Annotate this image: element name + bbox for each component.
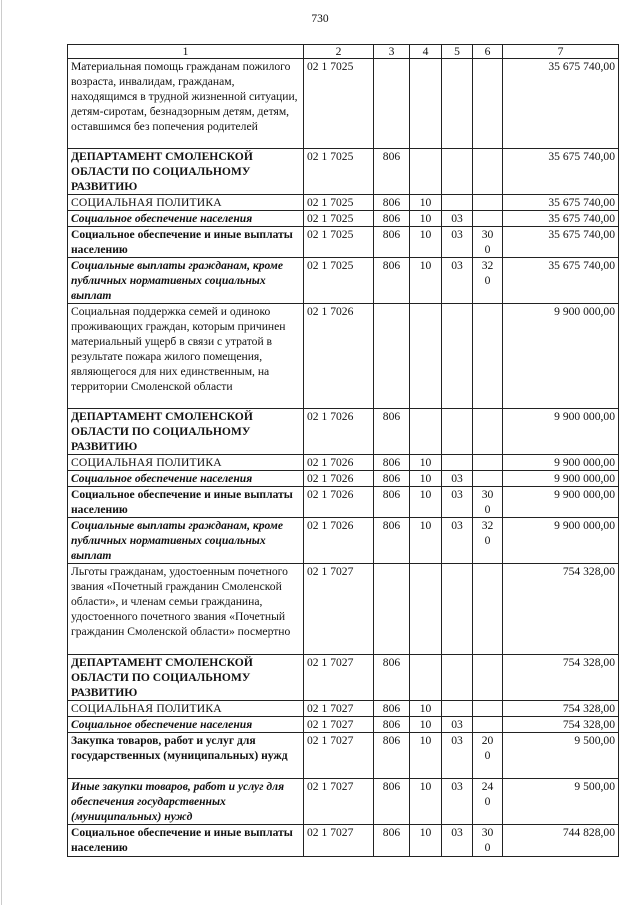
row-expense-type-cell: 32 0 bbox=[473, 258, 503, 304]
row-dept-cell: 806 bbox=[374, 195, 410, 211]
row-dept-cell bbox=[374, 564, 410, 655]
row-name-cell: Льготы гражданам, удостоенным почетного звания «Почетный гражданин Смоленской области», и членам семьи гражданина, удостоенного почетного звания «Почетный гражданин Смоленской области» посмертно bbox=[68, 564, 304, 655]
table-row bbox=[68, 564, 619, 655]
table-body bbox=[68, 59, 619, 857]
row-name-cell: Социальные выплаты гражданам, кроме публичных нормативных социальных выплат bbox=[68, 258, 304, 304]
row-subsection-cell bbox=[442, 304, 473, 409]
row-name-cell: Иные закупки товаров, работ и услуг для обеспечения государственных (муниципальных) нужд bbox=[68, 779, 304, 825]
header-col-6: 6 bbox=[473, 45, 503, 59]
table-row bbox=[68, 487, 619, 518]
row-subsection-cell bbox=[442, 655, 473, 701]
row-subsection-cell bbox=[442, 701, 473, 717]
row-section-cell: 10 bbox=[410, 258, 442, 304]
row-expense-type-cell bbox=[473, 655, 503, 701]
row-dept-cell: 806 bbox=[374, 211, 410, 227]
row-name-cell: Социальное обеспечение населения bbox=[68, 471, 304, 487]
row-amount-cell: 35 675 740,00 bbox=[503, 211, 619, 227]
row-expense-type-cell bbox=[473, 195, 503, 211]
row-section-cell: 10 bbox=[410, 733, 442, 779]
table-row bbox=[68, 733, 619, 779]
row-section-cell: 10 bbox=[410, 717, 442, 733]
row-subsection-cell: 03 bbox=[442, 518, 473, 564]
row-subsection-cell bbox=[442, 149, 473, 195]
row-amount-cell: 754 328,00 bbox=[503, 564, 619, 655]
row-name-cell: Социальное обеспечение населения bbox=[68, 211, 304, 227]
row-dept-cell: 806 bbox=[374, 717, 410, 733]
page-number: 730 bbox=[311, 13, 329, 25]
row-amount-cell: 35 675 740,00 bbox=[503, 59, 619, 149]
row-section-cell: 10 bbox=[410, 195, 442, 211]
row-name-cell: СОЦИАЛЬНАЯ ПОЛИТИКА bbox=[68, 195, 304, 211]
row-subsection-cell bbox=[442, 195, 473, 211]
row-amount-cell: 9 500,00 bbox=[503, 779, 619, 825]
row-expense-type-cell bbox=[473, 717, 503, 733]
row-amount-cell: 9 500,00 bbox=[503, 733, 619, 779]
row-name-cell: Социальные выплаты гражданам, кроме публичных нормативных социальных выплат bbox=[68, 518, 304, 564]
row-expense-type-cell bbox=[473, 564, 503, 655]
row-amount-cell: 9 900 000,00 bbox=[503, 304, 619, 409]
row-code-cell: 02 1 7026 bbox=[304, 455, 374, 471]
row-name-cell: Социальное обеспечение населения bbox=[68, 717, 304, 733]
row-name-cell: Закупка товаров, работ и услуг для государственных (муниципальных) нужд bbox=[68, 733, 304, 779]
row-subsection-cell: 03 bbox=[442, 825, 473, 857]
row-name-cell: ДЕПАРТАМЕНТ СМОЛЕНСКОЙ ОБЛАСТИ ПО СОЦИАЛЬНОМУ РАЗВИТИЮ bbox=[68, 149, 304, 195]
header-col-1: 1 bbox=[68, 45, 304, 59]
header-col-2: 2 bbox=[304, 45, 374, 59]
table-row bbox=[68, 227, 619, 258]
row-code-cell: 02 1 7027 bbox=[304, 733, 374, 779]
row-amount-cell: 9 900 000,00 bbox=[503, 409, 619, 455]
row-dept-cell bbox=[374, 59, 410, 149]
row-expense-type-cell bbox=[473, 409, 503, 455]
table-row bbox=[68, 409, 619, 455]
row-section-cell: 10 bbox=[410, 487, 442, 518]
row-expense-type-cell bbox=[473, 211, 503, 227]
row-code-cell: 02 1 7025 bbox=[304, 211, 374, 227]
table-row bbox=[68, 717, 619, 733]
header-col-4: 4 bbox=[410, 45, 442, 59]
header-row bbox=[68, 45, 619, 59]
row-amount-cell: 9 900 000,00 bbox=[503, 487, 619, 518]
header-col-5: 5 bbox=[442, 45, 473, 59]
row-subsection-cell bbox=[442, 409, 473, 455]
row-name-cell: СОЦИАЛЬНАЯ ПОЛИТИКА bbox=[68, 701, 304, 717]
table-row bbox=[68, 59, 619, 149]
row-amount-cell: 35 675 740,00 bbox=[503, 195, 619, 211]
row-code-cell: 02 1 7027 bbox=[304, 564, 374, 655]
row-name-cell: Социальное обеспечение и иные выплаты населению bbox=[68, 227, 304, 258]
row-section-cell: 10 bbox=[410, 518, 442, 564]
row-amount-cell: 35 675 740,00 bbox=[503, 149, 619, 195]
row-dept-cell: 806 bbox=[374, 518, 410, 564]
row-dept-cell: 806 bbox=[374, 825, 410, 857]
row-amount-cell: 744 828,00 bbox=[503, 825, 619, 857]
table-row bbox=[68, 258, 619, 304]
row-subsection-cell: 03 bbox=[442, 717, 473, 733]
row-amount-cell: 9 900 000,00 bbox=[503, 455, 619, 471]
row-expense-type-cell: 20 0 bbox=[473, 733, 503, 779]
row-code-cell: 02 1 7026 bbox=[304, 487, 374, 518]
row-amount-cell: 754 328,00 bbox=[503, 717, 619, 733]
row-code-cell: 02 1 7027 bbox=[304, 701, 374, 717]
row-section-cell: 10 bbox=[410, 779, 442, 825]
row-amount-cell: 754 328,00 bbox=[503, 655, 619, 701]
table-row bbox=[68, 149, 619, 195]
row-name-cell: ДЕПАРТАМЕНТ СМОЛЕНСКОЙ ОБЛАСТИ ПО СОЦИАЛЬНОМУ РАЗВИТИЮ bbox=[68, 655, 304, 701]
scan-edge-line bbox=[1, 0, 2, 905]
row-dept-cell bbox=[374, 304, 410, 409]
budget-table bbox=[67, 44, 619, 857]
table-row bbox=[68, 779, 619, 825]
row-name-cell: ДЕПАРТАМЕНТ СМОЛЕНСКОЙ ОБЛАСТИ ПО СОЦИАЛЬНОМУ РАЗВИТИЮ bbox=[68, 409, 304, 455]
row-name-cell: СОЦИАЛЬНАЯ ПОЛИТИКА bbox=[68, 455, 304, 471]
row-amount-cell: 35 675 740,00 bbox=[503, 227, 619, 258]
row-dept-cell: 806 bbox=[374, 258, 410, 304]
row-expense-type-cell bbox=[473, 701, 503, 717]
row-section-cell bbox=[410, 409, 442, 455]
row-code-cell: 02 1 7025 bbox=[304, 149, 374, 195]
table-row bbox=[68, 195, 619, 211]
row-section-cell: 10 bbox=[410, 227, 442, 258]
row-subsection-cell: 03 bbox=[442, 471, 473, 487]
row-subsection-cell: 03 bbox=[442, 779, 473, 825]
row-name-cell: Социальная поддержка семей и одиноко проживающих граждан, которым причинен материальный ущерб в связи с утратой в результате пожара жилого помещения, являющегося для них единственным, на территории Смоленской области bbox=[68, 304, 304, 409]
row-section-cell: 10 bbox=[410, 455, 442, 471]
row-expense-type-cell: 24 0 bbox=[473, 779, 503, 825]
row-dept-cell: 806 bbox=[374, 471, 410, 487]
table-row bbox=[68, 304, 619, 409]
row-code-cell: 02 1 7027 bbox=[304, 779, 374, 825]
row-expense-type-cell bbox=[473, 304, 503, 409]
row-code-cell: 02 1 7026 bbox=[304, 471, 374, 487]
row-name-cell: Социальное обеспечение и иные выплаты населению bbox=[68, 825, 304, 857]
row-amount-cell: 35 675 740,00 bbox=[503, 258, 619, 304]
row-subsection-cell: 03 bbox=[442, 227, 473, 258]
row-section-cell bbox=[410, 149, 442, 195]
row-code-cell: 02 1 7025 bbox=[304, 227, 374, 258]
row-expense-type-cell bbox=[473, 59, 503, 149]
row-dept-cell: 806 bbox=[374, 149, 410, 195]
row-code-cell: 02 1 7025 bbox=[304, 195, 374, 211]
row-expense-type-cell bbox=[473, 471, 503, 487]
row-dept-cell: 806 bbox=[374, 779, 410, 825]
row-name-cell: Материальная помощь гражданам пожилого возраста, инвалидам, гражданам, находящимся в трудной жизненной ситуации, детям-сиротам, безнадзорным детям, детям, оставшимся без попечения родителей bbox=[68, 59, 304, 149]
row-code-cell: 02 1 7025 bbox=[304, 59, 374, 149]
table-row bbox=[68, 518, 619, 564]
row-code-cell: 02 1 7027 bbox=[304, 655, 374, 701]
row-section-cell bbox=[410, 59, 442, 149]
row-subsection-cell: 03 bbox=[442, 258, 473, 304]
row-name-cell: Социальное обеспечение и иные выплаты населению bbox=[68, 487, 304, 518]
row-dept-cell: 806 bbox=[374, 487, 410, 518]
table-row bbox=[68, 825, 619, 857]
row-expense-type-cell: 30 0 bbox=[473, 227, 503, 258]
row-dept-cell: 806 bbox=[374, 455, 410, 471]
row-dept-cell: 806 bbox=[374, 409, 410, 455]
table-row bbox=[68, 455, 619, 471]
row-expense-type-cell: 30 0 bbox=[473, 487, 503, 518]
row-code-cell: 02 1 7027 bbox=[304, 717, 374, 733]
row-section-cell: 10 bbox=[410, 825, 442, 857]
row-code-cell: 02 1 7025 bbox=[304, 258, 374, 304]
row-section-cell bbox=[410, 655, 442, 701]
row-amount-cell: 9 900 000,00 bbox=[503, 518, 619, 564]
row-subsection-cell: 03 bbox=[442, 487, 473, 518]
row-dept-cell: 806 bbox=[374, 733, 410, 779]
row-dept-cell: 806 bbox=[374, 655, 410, 701]
row-subsection-cell: 03 bbox=[442, 211, 473, 227]
table-row bbox=[68, 655, 619, 701]
row-expense-type-cell: 30 0 bbox=[473, 825, 503, 857]
row-subsection-cell bbox=[442, 564, 473, 655]
row-code-cell: 02 1 7026 bbox=[304, 409, 374, 455]
row-subsection-cell bbox=[442, 59, 473, 149]
row-expense-type-cell bbox=[473, 149, 503, 195]
row-dept-cell: 806 bbox=[374, 227, 410, 258]
row-amount-cell: 9 900 000,00 bbox=[503, 471, 619, 487]
row-expense-type-cell: 32 0 bbox=[473, 518, 503, 564]
row-amount-cell: 754 328,00 bbox=[503, 701, 619, 717]
row-subsection-cell: 03 bbox=[442, 733, 473, 779]
row-subsection-cell bbox=[442, 455, 473, 471]
row-section-cell bbox=[410, 304, 442, 409]
row-expense-type-cell bbox=[473, 455, 503, 471]
header-col-7: 7 bbox=[503, 45, 619, 59]
row-section-cell: 10 bbox=[410, 701, 442, 717]
table-row bbox=[68, 701, 619, 717]
row-section-cell: 10 bbox=[410, 471, 442, 487]
row-section-cell: 10 bbox=[410, 211, 442, 227]
row-code-cell: 02 1 7027 bbox=[304, 825, 374, 857]
table-row bbox=[68, 471, 619, 487]
header-col-3: 3 bbox=[374, 45, 410, 59]
row-section-cell bbox=[410, 564, 442, 655]
row-code-cell: 02 1 7026 bbox=[304, 304, 374, 409]
table-row bbox=[68, 211, 619, 227]
row-code-cell: 02 1 7026 bbox=[304, 518, 374, 564]
row-dept-cell: 806 bbox=[374, 701, 410, 717]
